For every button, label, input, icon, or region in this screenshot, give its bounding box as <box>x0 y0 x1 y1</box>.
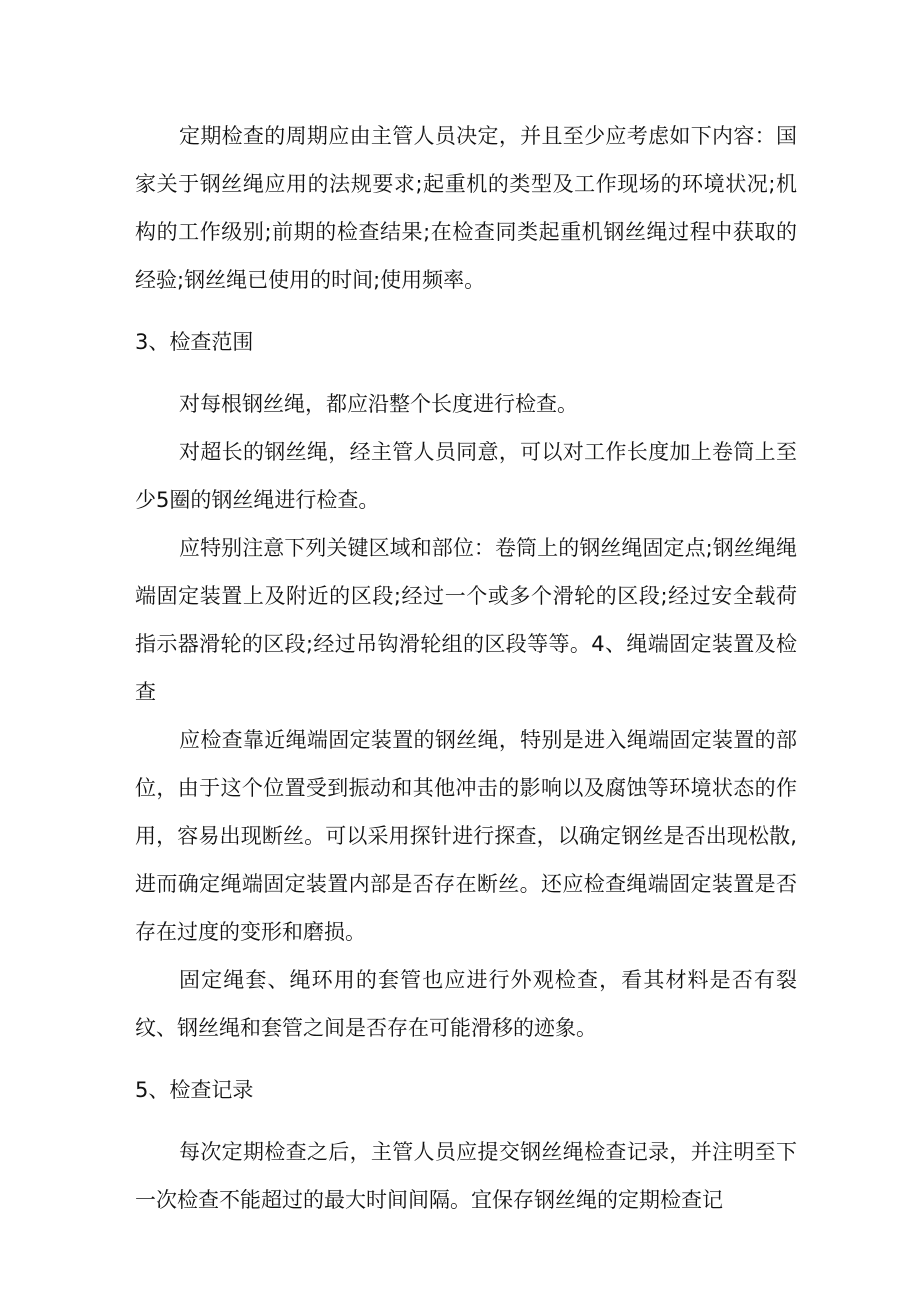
paragraph-full-length-inspection: 对每根钢丝绳，都应沿整个长度进行检查。 <box>179 392 578 416</box>
section-heading-inspection-records: 5、检查记录 <box>135 1078 254 1102</box>
paragraph-sleeve-inspection: 固定绳套、绳环用的套管也应进行外观检查，看其材料是否有裂纹、钢丝绳和套管之间是否存在可能滑移的迹象。 <box>135 968 797 1040</box>
paragraph-end-fitting-inspection: 应检查靠近绳端固定装置的钢丝绳，特别是进入绳端固定装置的部位，由于这个位置受到振动和其他冲击的影响以及腐蚀等环境状态的作用，容易出现断丝。可以采用探针进行探查，以确定钢丝是否出现松散,进而确定绳端固定装置内部是否存在断丝。还应检查绳端固定装置是否存在过度的变形和磨损。 <box>135 728 797 944</box>
document-body <box>135 112 797 1224</box>
paragraph-inspection-period: 定期检查的周期应由主管人员决定，并且至少应考虑如下内容：国家关于钢丝绳应用的法规要求;起重机的类型及工作现场的环境状况;机构的工作级别;前期的检查结果;在检查同类起重机钢丝绳过程中获取的经验;钢丝绳已使用的时间;使用频率。 <box>135 124 797 292</box>
paragraph-inspection-records: 每次定期检查之后，主管人员应提交钢丝绳检查记录，并注明至下一次检查不能超过的最大时间间隔。宜保存钢丝绳的定期检查记 <box>135 1140 797 1212</box>
paragraph-long-rope-inspection: 对超长的钢丝绳，经主管人员同意，可以对工作长度加上卷筒上至少5圈的钢丝绳进行检查。 <box>135 440 797 512</box>
paragraph-critical-areas: 应特别注意下列关键区域和部位：卷筒上的钢丝绳固定点;钢丝绳绳端固定装置上及附近的区段;经过一个或多个滑轮的区段;经过安全载荷指示器滑轮的区段;经过吊钩滑轮组的区段等等。4、绳端固定装置及检查 <box>135 536 797 704</box>
section-heading-inspection-scope: 3、检查范围 <box>135 330 254 354</box>
